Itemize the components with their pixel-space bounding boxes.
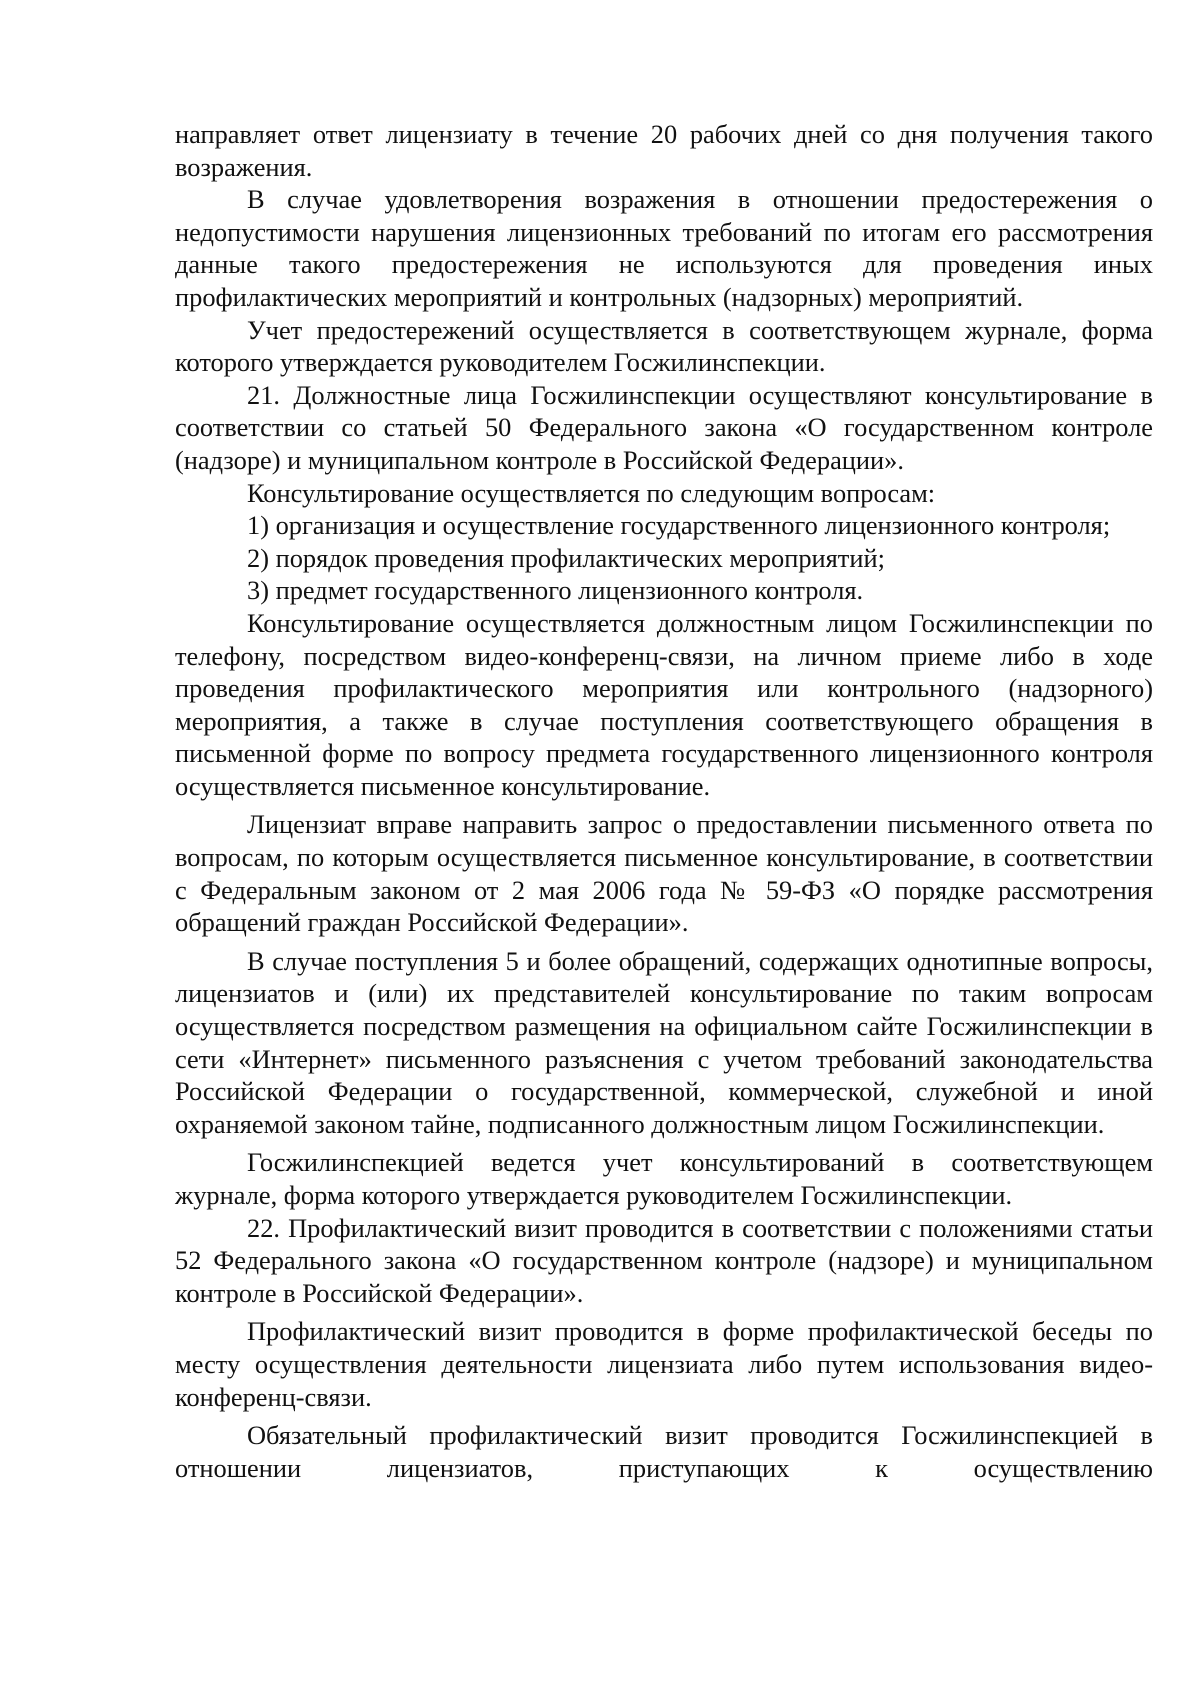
paragraph-visit-form: Профилактический визит проводится в форме профилактической беседы по месту осуществления деятельности лицензиата либо путем использования видео-конференц-связи. (175, 1316, 1153, 1412)
paragraph-objection-satisfied: В случае удовлетворения возражения в отношении предостережения о недопустимости нарушения лицензионных требований по итогам его рассмотрения данные такого предостережения не используются для проведения иных профилактических мероприятий и контрольных (надзорных) мероприятий. (175, 184, 1153, 312)
paragraph-continuation: направляет ответ лицензиату в течение 20 рабочих дней со дня получения такого возражения. (175, 119, 1153, 182)
list-item-2: 2) порядок проведения профилактических мероприятий; (247, 542, 885, 573)
paragraph-21-consulting: 21. Должностные лица Госжилинспекции осуществляют консультирование в соответствии со статьей 50 Федерального закона «О государственном контроле (надзоре) и муниципальном контроле в Российской Федерации». (175, 379, 1153, 475)
paragraph-consulting-journal: Госжилинспекцией ведется учет консультирований в соответствующем журнале, форма которого утверждается руководителем Госжилинспекции. (175, 1147, 1153, 1210)
list-item-3: 3) предмет государственного лицензионного контроля. (247, 575, 864, 606)
paragraph-22-preventive-visit: 22. Профилактический визит проводится в соответствии с положениями статьи 52 Федерального закона «О государственном контроле (надзоре) и муниципальном контроле в Российской Федерации». (175, 1212, 1153, 1308)
list-item-1: 1) организация и осуществление государственного лицензионного контроля; (247, 510, 1111, 541)
paragraph-five-requests: В случае поступления 5 и более обращений, содержащих однотипные вопросы, лицензиатов и (или) их представителей консультирование по таким вопросам осуществляется посредством размещения на официальном сайте Госжилинспекции в сети «Интернет» письменного разъяснения с учетом требований законодательства Российской Федерации о государственной, коммерческой, служебной и иной охраняемой законом тайне, подписанного должностным лицом Госжилинспекции. (175, 945, 1153, 1139)
paragraph-consulting-topics: Консультирование осуществляется по следующим вопросам: (247, 477, 936, 508)
document-body (175, 118, 1153, 1484)
paragraph-mandatory-visit: Обязательный профилактический визит проводится Госжилинспекцией в отношении лицензиатов, приступающих к осуществлению (175, 1420, 1153, 1483)
paragraph-written-request: Лицензиат вправе направить запрос о предоставлении письменного ответа по вопросам, по которым осуществляется письменное консультирование, в соответствии с Федеральным законом от 2 мая 2006 года № 59-ФЗ «О порядке рассмотрения обращений граждан Российской Федерации». (175, 809, 1153, 938)
paragraph-consulting-methods: Консультирование осуществляется должностным лицом Госжилинспекции по телефону, посредством видео-конференц-связи, на личном приеме либо в ходе проведения профилактического мероприятия или контрольного (надзорного) мероприятия, а также в случае поступления соответствующего обращения в письменной форме по вопросу предмета государственного лицензионного контроля осуществляется письменное консультирование. (175, 607, 1153, 801)
paragraph-warning-journal: Учет предостережений осуществляется в соответствующем журнале, форма которого утверждается руководителем Госжилинспекции. (175, 314, 1153, 378)
